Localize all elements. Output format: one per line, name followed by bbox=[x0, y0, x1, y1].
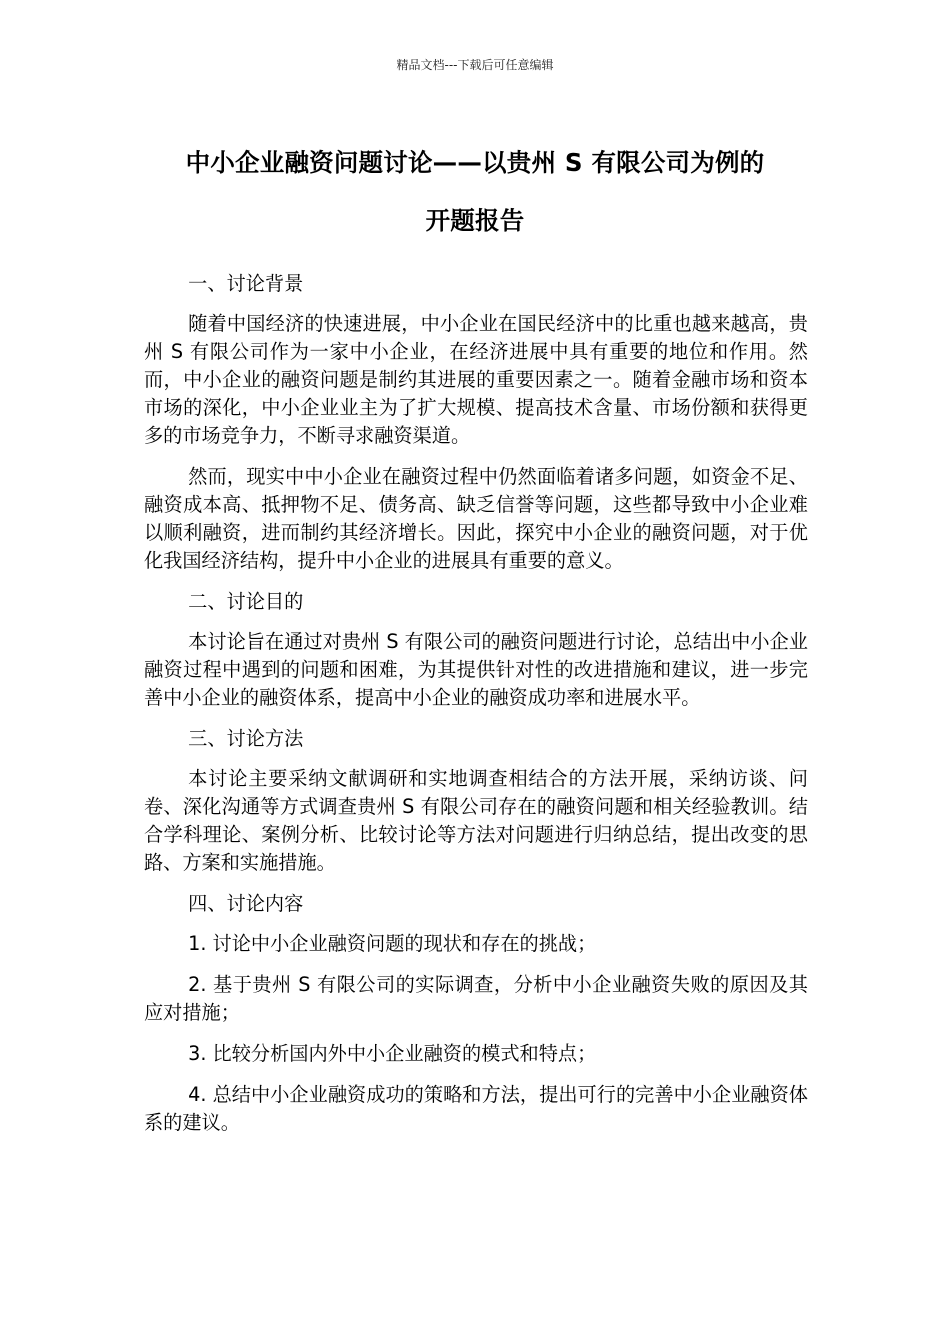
section-heading-content: 四、讨论内容 bbox=[188, 892, 304, 915]
content-list-item-3: 3. 比较分析国内外中小企业融资的模式和特点； bbox=[188, 1042, 597, 1065]
document-title-line-2: 开题报告 bbox=[425, 206, 525, 235]
background-paragraph-1: 随着中国经济的快速进展，中小企业在国民经济中的比重也越来越高，贵州 S 有限公司作为一家中小企业，在经济进展中具有重要的地位和作用。然而，中小企业的融资问题是制约其进展的重要因素之一。随着金融市场和资本市场的深化，中小企业业主为了扩大规模、提高技术含量、市场份额和获得更多的市场竞争力，不断寻求融资渠道。 bbox=[144, 312, 808, 447]
page-header: 精品文档---下载后可任意编辑 bbox=[396, 58, 554, 72]
content-list-item-1: 1. 讨论中小企业融资问题的现状和存在的挑战； bbox=[188, 932, 597, 955]
document-body bbox=[144, 270, 808, 1150]
content-list-item-2: 2. 基于贵州 S 有限公司的实际调查，分析中小企业融资失败的原因及其应对措施； bbox=[144, 973, 808, 1024]
background-paragraph-2: 然而，现实中中小企业在融资过程中仍然面临着诸多问题，如资金不足、融资成本高、抵押物不足、债务高、缺乏信誉等问题，这些都导致中小企业难以顺利融资，进而制约其经济增长。因此，探究中小企业的融资问题，对于优化我国经济结构，提升中小企业的进展具有重要的意义。 bbox=[144, 465, 808, 572]
document-title-line-1: 中小企业融资问题讨论——以贵州 S 有限公司为例的 bbox=[185, 148, 765, 177]
document-title bbox=[140, 134, 810, 250]
section-heading-purpose: 二、讨论目的 bbox=[188, 590, 304, 613]
section-heading-background: 一、讨论背景 bbox=[188, 272, 304, 295]
method-paragraph: 本讨论主要采纳文献调研和实地调查相结合的方法开展，采纳访谈、问卷、深化沟通等方式调查贵州 S 有限公司存在的融资问题和相关经验教训。结合学科理论、案例分析、比较讨论等方法对问题进行归纳总结，提出改变的思路、方案和实施措施。 bbox=[144, 767, 808, 874]
content-list-item-4: 4. 总结中小企业融资成功的策略和方法，提出可行的完善中小企业融资体系的建议。 bbox=[144, 1083, 808, 1134]
purpose-paragraph: 本讨论旨在通过对贵州 S 有限公司的融资问题进行讨论，总结出中小企业融资过程中遇到的问题和困难，为其提供针对性的改进措施和建议，进一步完善中小企业的融资体系，提高中小企业的融资成功率和进展水平。 bbox=[144, 630, 808, 709]
section-heading-method: 三、讨论方法 bbox=[188, 727, 304, 750]
